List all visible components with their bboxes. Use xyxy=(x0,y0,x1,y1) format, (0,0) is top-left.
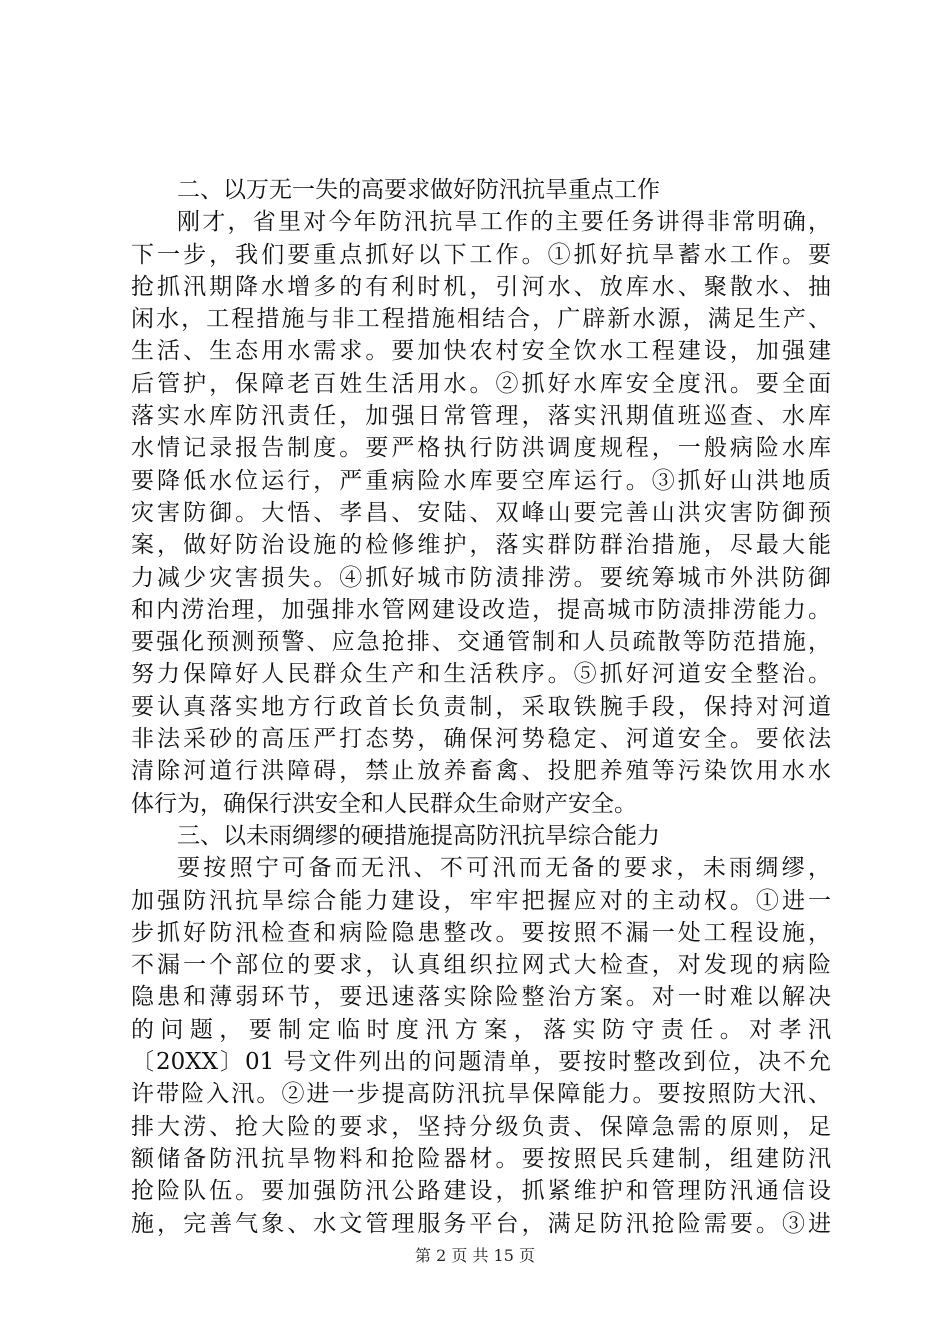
paragraph-line: 许带险入汛。②进一步提高防汛抗旱保障能力。要按照防大汛、 xyxy=(131,1081,831,1108)
paragraph-line: 要按照宁可备而无汛、不可汛而无备的要求，未雨绸缪， xyxy=(177,855,831,882)
paragraph-line: 清除河道行洪障碍，禁止放养畜禽、投肥养殖等污染饮用水水 xyxy=(131,758,831,785)
paragraph-line: 体行为，确保行洪安全和人民群众生命财产安全。 xyxy=(131,790,637,817)
paragraph-line: 刚才，省里对今年防汛抗旱工作的主要任务讲得非常明确， xyxy=(177,209,831,236)
paragraph-line: 要强化预测预警、应急抢排、交通管制和人员疏散等防范措施， xyxy=(131,629,831,656)
paragraph-line: 灾害防御。大悟、孝昌、安陆、双峰山要完善山洪灾害防御预 xyxy=(131,499,831,526)
paragraph-line: 步抓好防汛检查和病险隐患整改。要按照不漏一处工程设施， xyxy=(131,919,831,946)
page-number-footer: 第 2 页 共 15 页 xyxy=(415,1246,535,1265)
paragraph-line: 抢险队伍。要加强防汛公路建设，抓紧维护和管理防汛通信设 xyxy=(131,1178,831,1205)
paragraph-line: 和内涝治理，加强排水管网建设改造，提高城市防渍排涝能力。 xyxy=(131,596,831,623)
section-heading-2: 二、以万无一失的高要求做好防汛抗旱重点工作 xyxy=(177,177,660,203)
paragraph-line: 施，完善气象、水文管理服务平台，满足防汛抢险需要。③进 xyxy=(131,1210,831,1237)
paragraph-line: 不漏一个部位的要求，认真组织拉网式大检查，对发现的病险 xyxy=(131,952,831,979)
paragraph-line: 〔20XX〕01 号文件列出的问题清单，要按时整改到位，决不允 xyxy=(131,1049,831,1076)
paragraph-line: 额储备防汛抗旱物料和抢险器材。要按照民兵建制，组建防汛 xyxy=(131,1145,831,1172)
paragraph-2 xyxy=(131,852,831,1240)
paragraph-line: 要降低水位运行，严重病险水库要空库运行。③抓好山洪地质 xyxy=(131,467,831,494)
paragraph-line: 排大涝、抢大险的要求，坚持分级负责、保障急需的原则，足 xyxy=(131,1113,831,1140)
paragraph-line: 落实水库防汛责任，加强日常管理，落实汛期值班巡查、水库 xyxy=(131,403,831,430)
paragraph-line: 的问题，要制定临时度汛方案，落实防守责任。对孝汛 xyxy=(131,1016,831,1043)
paragraph-line: 生活、生态用水需求。要加快农村安全饮水工程建设，加强建 xyxy=(131,338,831,365)
paragraph-line: 非法采砂的高压严打态势，确保河势稳定、河道安全。要依法 xyxy=(131,726,831,753)
paragraph-line: 努力保障好人民群众生产和生活秩序。⑤抓好河道安全整治。 xyxy=(131,661,831,688)
paragraph-line: 加强防汛抗旱综合能力建设，牢牢把握应对的主动权。①进一 xyxy=(131,887,831,914)
paragraph-line: 闲水，工程措施与非工程措施相结合，广辟新水源，满足生产、 xyxy=(131,306,831,333)
paragraph-line: 案，做好防治设施的检修维护，落实群防群治措施，尽最大能 xyxy=(131,532,831,559)
paragraph-line: 要认真落实地方行政首长负责制，采取铁腕手段，保持对河道 xyxy=(131,693,831,720)
paragraph-1 xyxy=(131,206,831,820)
paragraph-line: 隐患和薄弱环节，要迅速落实除险整治方案。对一时难以解决 xyxy=(131,984,831,1011)
paragraph-line: 水情记录报告制度。要严格执行防洪调度规程，一般病险水库 xyxy=(131,435,831,462)
paragraph-line: 下一步，我们要重点抓好以下工作。①抓好抗旱蓄水工作。要 xyxy=(131,241,831,268)
paragraph-line: 力减少灾害损失。④抓好城市防渍排涝。要统筹城市外洪防御 xyxy=(131,564,831,591)
body-text xyxy=(131,174,831,1240)
paragraph-line: 后管护，保障老百姓生活用水。②抓好水库安全度汛。要全面 xyxy=(131,370,831,397)
section-heading-3: 三、以未雨绸缪的硬措施提高防汛抗旱综合能力 xyxy=(177,822,660,849)
paragraph-line: 抢抓汛期降水增多的有利时机，引河水、放库水、聚散水、抽 xyxy=(131,273,831,300)
